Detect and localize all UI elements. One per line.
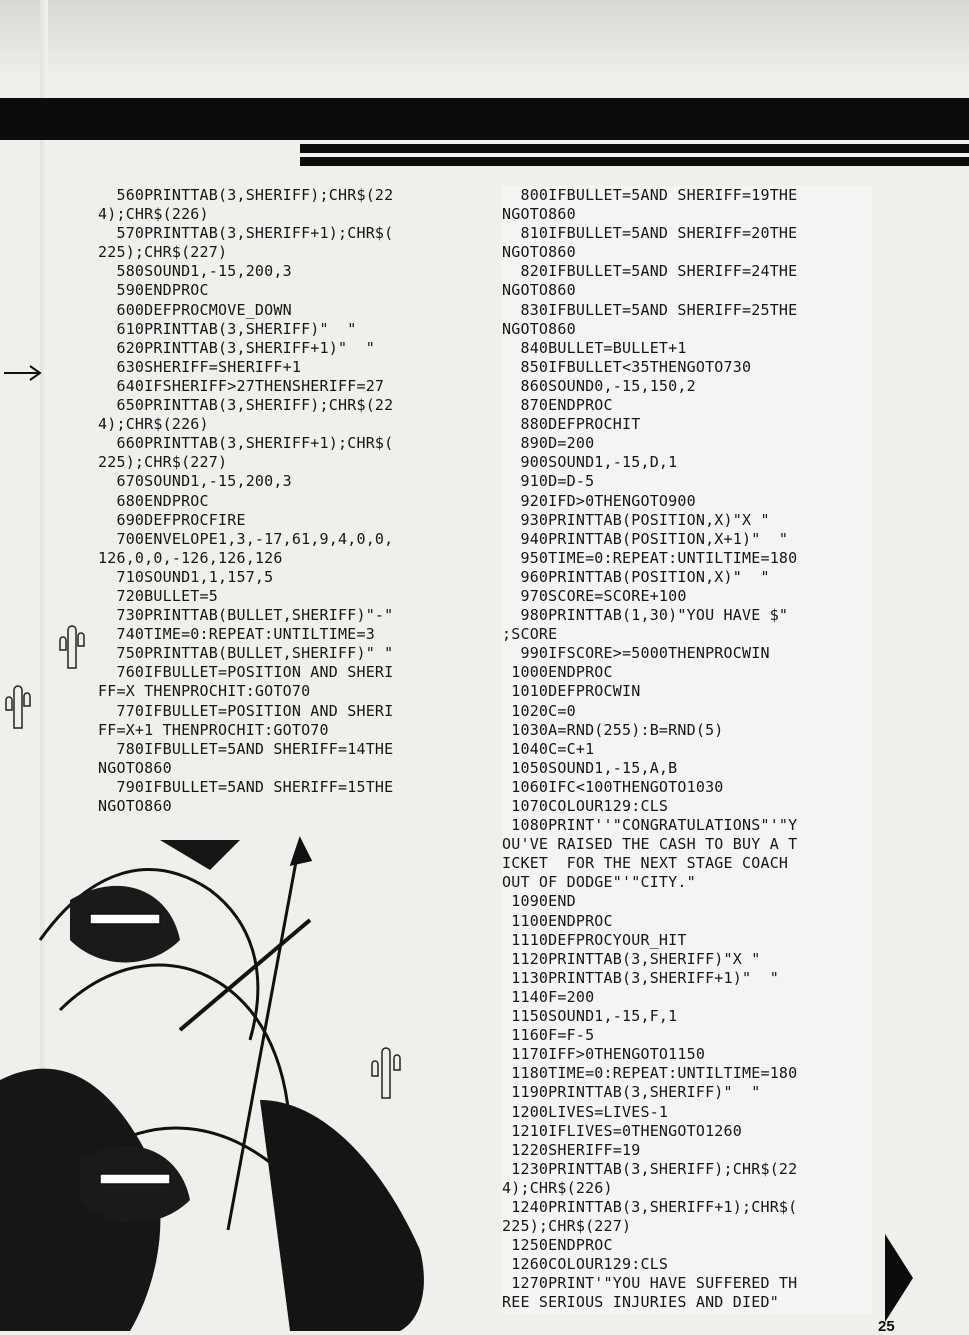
- cactus-icon: [56, 620, 86, 670]
- code-line: 1060IFC<100THENGOTO1030: [502, 777, 724, 796]
- code-line: 225);CHR$(227): [98, 243, 228, 262]
- native-riders-illustration: [0, 777, 500, 1331]
- code-line: 126,0,0,-126,126,126: [98, 548, 283, 567]
- code-line: 930PRINTTAB(POSITION,X)"X ": [502, 510, 770, 529]
- code-line: 650PRINTTAB(3,SHERIFF);CHR$(22: [98, 396, 394, 415]
- code-line: 780IFBULLET=5AND SHERIFF=14THE: [98, 739, 394, 758]
- code-line: NGOTO860: [502, 281, 576, 300]
- code-line: 990IFSCORE>=5000THENPROCWIN: [502, 644, 770, 663]
- header-stripe-thin-1: [300, 144, 969, 153]
- code-line: 900SOUND1,-15,D,1: [502, 453, 678, 472]
- code-line: 1020C=0: [502, 701, 576, 720]
- code-line: 1210IFLIVES=0THENGOTO1260: [502, 1121, 742, 1140]
- code-line: 980PRINTTAB(1,30)"YOU HAVE $": [502, 606, 789, 625]
- code-line: 1030A=RND(255):B=RND(5): [502, 720, 724, 739]
- code-line: 860SOUND0,-15,150,2: [502, 376, 696, 395]
- code-line: NGOTO860: [502, 205, 576, 224]
- arrow-icon: [2, 358, 42, 388]
- code-line: 590ENDPROC: [98, 281, 209, 300]
- code-line: 225);CHR$(227): [502, 1217, 632, 1236]
- code-line: 790IFBULLET=5AND SHERIFF=15THE: [98, 777, 394, 796]
- code-line: 750PRINTTAB(BULLET,SHERIFF)" ": [98, 644, 394, 663]
- code-line: 870ENDPROC: [502, 396, 613, 415]
- code-line: 1080PRINT''"CONGRATULATIONS"'"Y: [502, 816, 798, 835]
- code-listing-left-column: [98, 186, 490, 816]
- code-line: 1120PRINTTAB(3,SHERIFF)"X ": [502, 949, 761, 968]
- code-line: 910D=D-5: [502, 472, 595, 491]
- code-line: 1270PRINT'"YOU HAVE SUFFERED TH: [502, 1274, 798, 1293]
- code-line: 960PRINTTAB(POSITION,X)" ": [502, 567, 770, 586]
- code-line: FF=X THENPROCHIT:GOTO70: [98, 682, 311, 701]
- code-line: 620PRINTTAB(3,SHERIFF+1)" ": [98, 338, 375, 357]
- code-line: 600DEFPROCMOVE_DOWN: [98, 300, 292, 319]
- code-line: 840BULLET=BULLET+1: [502, 338, 687, 357]
- code-line: 710SOUND1,1,157,5: [98, 567, 274, 586]
- cactus-icon: [368, 1040, 404, 1100]
- code-line: 225);CHR$(227): [98, 453, 228, 472]
- code-line: 1170IFF>0THENGOTO1150: [502, 1045, 706, 1064]
- code-line: 630SHERIFF=SHERIFF+1: [98, 357, 302, 376]
- code-line: 610PRINTTAB(3,SHERIFF)" ": [98, 319, 357, 338]
- code-line: 800IFBULLET=5AND SHERIFF=19THE: [502, 186, 798, 204]
- code-line: 880DEFPROCHIT: [502, 415, 641, 434]
- code-line: 1090END: [502, 892, 576, 911]
- code-line: 820IFBULLET=5AND SHERIFF=24THE: [502, 262, 798, 281]
- code-line: 4);CHR$(226): [98, 205, 209, 224]
- code-line: NGOTO860: [502, 319, 576, 338]
- code-line: NGOTO860: [98, 797, 172, 815]
- code-line: 1200LIVES=LIVES-1: [502, 1102, 669, 1121]
- header-stripe-thin-2: [300, 157, 969, 166]
- code-line: 1010DEFPROCWIN: [502, 682, 641, 701]
- code-line: 570PRINTTAB(3,SHERIFF+1);CHR$(: [98, 224, 394, 243]
- code-line: 950TIME=0:REPEAT:UNTILTIME=180: [502, 548, 798, 567]
- code-line: 1190PRINTTAB(3,SHERIFF)" ": [502, 1083, 761, 1102]
- code-line: 1160F=F-5: [502, 1026, 595, 1045]
- code-line: 1000ENDPROC: [502, 663, 613, 682]
- code-line: 810IFBULLET=5AND SHERIFF=20THE: [502, 224, 798, 243]
- cactus-icon: [2, 680, 32, 730]
- code-line: 1220SHERIFF=19: [502, 1140, 641, 1159]
- code-line: 920IFD>0THENGOTO900: [502, 491, 696, 510]
- code-line: 1110DEFPROCYOUR_HIT: [502, 930, 687, 949]
- code-line: 1140F=200: [502, 987, 595, 1006]
- code-line: 560PRINTTAB(3,SHERIFF);CHR$(22: [98, 186, 394, 204]
- header-stripe-left: [0, 98, 320, 140]
- code-line: 1130PRINTTAB(3,SHERIFF+1)" ": [502, 968, 779, 987]
- code-line: 1070COLOUR129:CLS: [502, 797, 669, 815]
- code-line: 760IFBULLET=POSITION AND SHERI: [98, 663, 394, 682]
- code-line: OUT OF DODGE"'"CITY.": [502, 873, 696, 892]
- code-line: REE SERIOUS INJURIES AND DIED": [502, 1293, 779, 1312]
- code-line: 770IFBULLET=POSITION AND SHERI: [98, 701, 394, 720]
- continue-arrow-icon: [885, 1234, 913, 1322]
- code-line: 690DEFPROCFIRE: [98, 510, 246, 529]
- code-line: OU'VE RAISED THE CASH TO BUY A T: [502, 835, 798, 854]
- page-number: 25: [878, 1318, 895, 1335]
- code-line: NGOTO860: [502, 243, 576, 262]
- code-line: 680ENDPROC: [98, 491, 209, 510]
- code-line: 940PRINTTAB(POSITION,X+1)" ": [502, 529, 789, 548]
- code-line: 1050SOUND1,-15,A,B: [502, 758, 678, 777]
- code-line: 1150SOUND1,-15,F,1: [502, 1007, 678, 1026]
- code-line: 1180TIME=0:REPEAT:UNTILTIME=180: [502, 1064, 798, 1083]
- code-line: ICKET FOR THE NEXT STAGE COACH: [502, 854, 789, 873]
- code-line: 1240PRINTTAB(3,SHERIFF+1);CHR$(: [502, 1197, 798, 1216]
- code-line: 970SCORE=SCORE+100: [502, 586, 687, 605]
- code-line: 830IFBULLET=5AND SHERIFF=25THE: [502, 300, 798, 319]
- code-line: 850IFBULLET<35THENGOTO730: [502, 357, 752, 376]
- code-line: NGOTO860: [98, 758, 172, 777]
- code-line: ;SCORE: [502, 625, 558, 644]
- code-line: 4);CHR$(226): [98, 415, 209, 434]
- code-line: 1040C=C+1: [502, 739, 595, 758]
- code-line: 1100ENDPROC: [502, 911, 613, 930]
- code-line: 700ENVELOPE1,3,-17,61,9,4,0,0,: [98, 529, 394, 548]
- code-line: 640IFSHERIFF>27THENSHERIFF=27: [98, 376, 385, 395]
- code-line: 1260COLOUR129:CLS: [502, 1255, 669, 1274]
- code-line: 660PRINTTAB(3,SHERIFF+1);CHR$(: [98, 434, 394, 453]
- code-line: 730PRINTTAB(BULLET,SHERIFF)"-": [98, 606, 394, 625]
- page-top-curl: [0, 0, 969, 80]
- code-line: 670SOUND1,-15,200,3: [98, 472, 292, 491]
- code-line: 740TIME=0:REPEAT:UNTILTIME=3: [98, 625, 375, 644]
- code-line: FF=X+1 THENPROCHIT:GOTO70: [98, 720, 329, 739]
- code-line: 890D=200: [502, 434, 595, 453]
- code-line: 720BULLET=5: [98, 586, 218, 605]
- code-line: 1250ENDPROC: [502, 1236, 613, 1255]
- code-line: 4);CHR$(226): [502, 1178, 613, 1197]
- code-line: 1230PRINTTAB(3,SHERIFF);CHR$(22: [502, 1159, 798, 1178]
- code-line: 580SOUND1,-15,200,3: [98, 262, 292, 281]
- code-listing-right-column: [502, 186, 872, 1313]
